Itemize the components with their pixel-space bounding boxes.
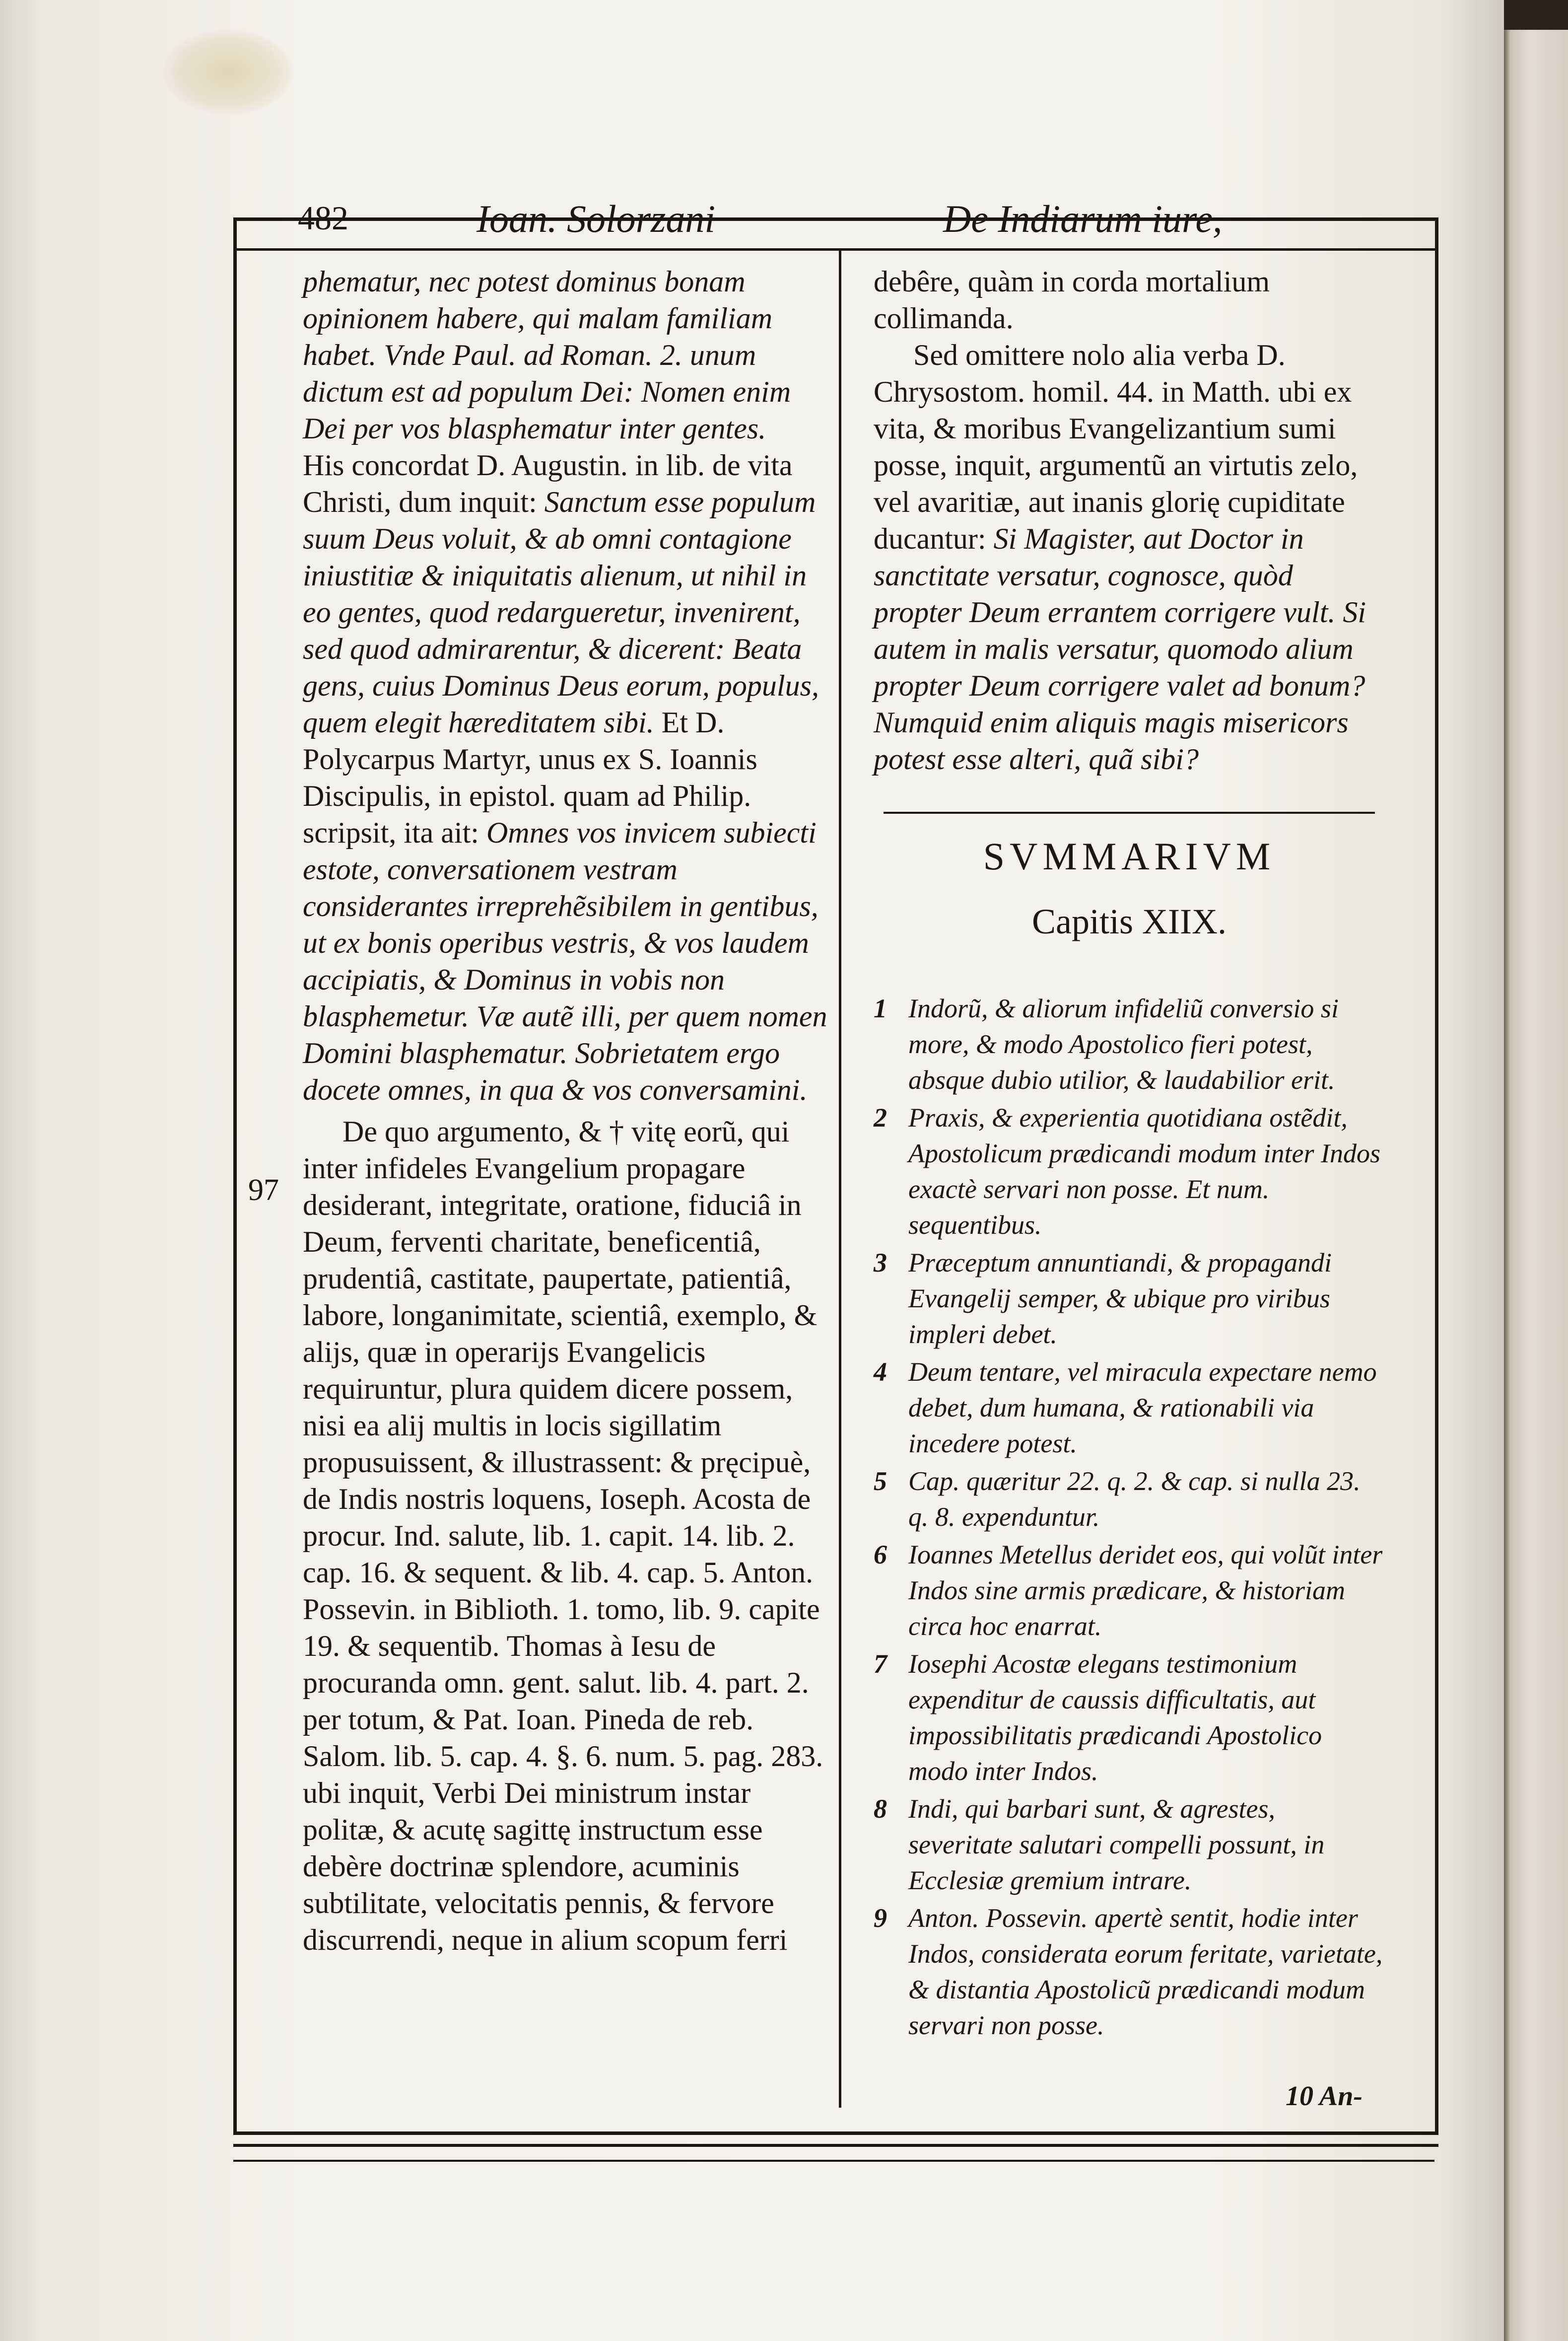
summary-item-number: 9 (874, 1903, 887, 1933)
running-head-left: Ioan. Solorzani (477, 197, 716, 240)
foot-rule (233, 2160, 1434, 2162)
left-paragraph-italic: Sanctum esse populum suum Deus voluit, & ab omni contagione iniustitiæ & iniquitatis alienum, ut nihil in eo gentes, quod redargueretur, invenirent, sed quod admirarentur, & dicerent: Beata gens, cuius Dominus Deus eorum, populus, quem elegit hæreditatem sibi. (303, 486, 819, 739)
margin-number: 97 (248, 1173, 279, 1207)
header-rule (233, 248, 1438, 251)
summary-item-number: 4 (874, 1357, 887, 1387)
catchword: 10 An- (1286, 2081, 1363, 2112)
page-edge (1504, 30, 1568, 2341)
left-paragraph (303, 447, 829, 1108)
running-head-right: De Indiarum iure, (943, 197, 1223, 240)
left-paragraph-roman: His concordat D. Augustin. in lib. de vita Christi, dum inquit: (303, 449, 793, 518)
summary-item-text: Indi, qui barbari sunt, & agrestes, severitate salutari compelli possunt, in Ecclesiæ gremium intrare. (908, 1794, 1325, 1895)
right-paragraph (874, 337, 1385, 778)
summary-item-number: 7 (874, 1649, 887, 1679)
summary-item-number: 6 (874, 1540, 887, 1569)
summary-item-text: Præceptum annuntiandi, & propagandi Evangelij semper, & ubique pro viribus impleri debet. (908, 1248, 1332, 1349)
summary-item (874, 1537, 1385, 1644)
summary-item (874, 1646, 1385, 1789)
bottom-rule (233, 2144, 1438, 2147)
column-divider (839, 251, 841, 2108)
summary-item (874, 1354, 1385, 1461)
summary-item (874, 1791, 1385, 1898)
left-paragraph-roman: Et D. Polycarpus Martyr, unus ex S. Ioannis Discipulis, in epistol. quam ad Philip. scripsit, ita ait: (303, 706, 757, 849)
summary-item-text: Iosephi Acostæ elegans testimonium expenditur de caussis difficultatis, aut impossibilitatis prædicandi Apostolico modo inter Indos. (908, 1649, 1322, 1786)
summary-item (874, 1900, 1385, 2043)
summary-item-number: 3 (874, 1248, 887, 1277)
page-number: 482 (298, 199, 348, 237)
paragraph-97: De quo argumento, & † vitę eorũ, qui inter infideles Evangelium propagare desiderant, integritate, oratione, fiduciâ in Deum, ferventi charitate, beneficentiâ, prudentiâ, castitate, paupertate, patientiâ, labore, longanimitate, scientiâ, exemplo, & alijs, quæ in operarijs Evangelicis requiruntur, plura quidem dicere possem, nisi ea alij multis in locis sigillatim propusuissent, & illustrassent: & pręcipuè, de Indis nostris loquens, Ioseph. Acosta de procur. Ind. salute, lib. 1. capit. 14. lib. 2. cap. 16. & sequent. & lib. 4. cap. 5. Anton. Possevin. in Biblioth. 1. tomo, lib. 9. capite 19. & sequentib. Thomas à Iesu de procuranda omn. gent. salut. lib. 4. part. 2. per totum, & Pat. Ioan. Pineda de reb. Salom. lib. 5. cap. 4. §. 6. num. 5. pag. 283. ubi inquit, Verbi Dei ministrum instar politæ, & acutę sagittę instructum esse debère doctrinæ splendore, acuminis subtilitate, velocitatis pennis, & fervore discurrendi, neque in alium scopum ferri (303, 1115, 823, 1956)
summary-list (874, 991, 1385, 2045)
summary-item-text: Anton. Possevin. apertè sentit, hodie inter Indos, considerata eorum feritate, varietate, & distantia Apostolicũ prædicandi modum servari non posse. (908, 1903, 1383, 2040)
right-continuation: debêre, quàm in corda mortalium collimanda. (874, 265, 1270, 335)
summary-item-text: Praxis, & experientia quotidiana ostẽdit, Apostolicum prædicandi modum inter Indos exactè servari non posse. Et num. sequentibus. (908, 1103, 1380, 1240)
left-column (303, 263, 829, 1958)
right-paragraph-roman: Sed omittere nolo alia verba D. Chrysostom. homil. 44. in Matth. ubi ex vita, & moribus Evangelizantium sumi posse, inquit, argumentũ an virtutis zelo, vel avaritiæ, aut inanis glorię cupiditate ducantur: (874, 339, 1358, 555)
left-paragraph: phematur, nec potest dominus bonam opinionem habere, qui malam familiam habet. Vnde Paul. ad Roman. 2. unum dictum est ad populum Dei: Nomen enim Dei per vos blasphematur inter gentes. (303, 265, 791, 445)
paper-stain (164, 30, 293, 114)
summary-rule (884, 812, 1375, 814)
summary-item (874, 1463, 1385, 1535)
right-column (874, 263, 1385, 778)
summary-item-text: Indorũ, & aliorum infideliũ conversio si more, & modo Apostolico fieri potest, absque dubio utilior, & laudabilior erit. (908, 993, 1339, 1095)
summary-item-number: 8 (874, 1794, 887, 1824)
summary-item-number: 5 (874, 1466, 887, 1496)
summary-item (874, 991, 1385, 1098)
left-paragraph-italic: Omnes vos invicem subiecti estote, conversationem vestram considerantes irreprehẽsibilem in gentibus, ut ex bonis operibus vestris, & vos laudem accipiatis, & Dominus in vobis non blasphemetur. Væ autẽ illi, per quem nomen Domini blasphematur. Sobrietatem ergo docete omnes, in qua & vos conversamini. (303, 816, 827, 1106)
right-paragraph-italic: Si Magister, aut Doctor in sanctitate versatur, cognosce, quòd propter Deum errantem corrigere vult. Si autem in malis versatur, quomodo alium propter Deum corrigere valet ad bonum? Numquid enim aliquis magis misericors potest esse alteri, quã sibi? (874, 522, 1366, 776)
summary-item (874, 1245, 1385, 1352)
summary-item (874, 1100, 1385, 1243)
summary-item-number: 1 (874, 993, 887, 1023)
summary-item-text: Deum tentare, vel miracula expectare nemo debet, dum humana, & rationabili via incedere potest. (908, 1357, 1377, 1458)
summary-item-number: 2 (874, 1103, 887, 1133)
summary-item-text: Ioannes Metellus deridet eos, qui volũt inter Indos sine armis prædicare, & historiam circa hoc enarrat. (908, 1540, 1383, 1641)
summary-subtitle: Capitis XIIX. (1032, 902, 1227, 941)
summary-title: SVMMARIVM (983, 835, 1276, 878)
summary-item-text: Cap. quæritur 22. q. 2. & cap. si nulla 23. q. 8. expenduntur. (908, 1466, 1361, 1532)
